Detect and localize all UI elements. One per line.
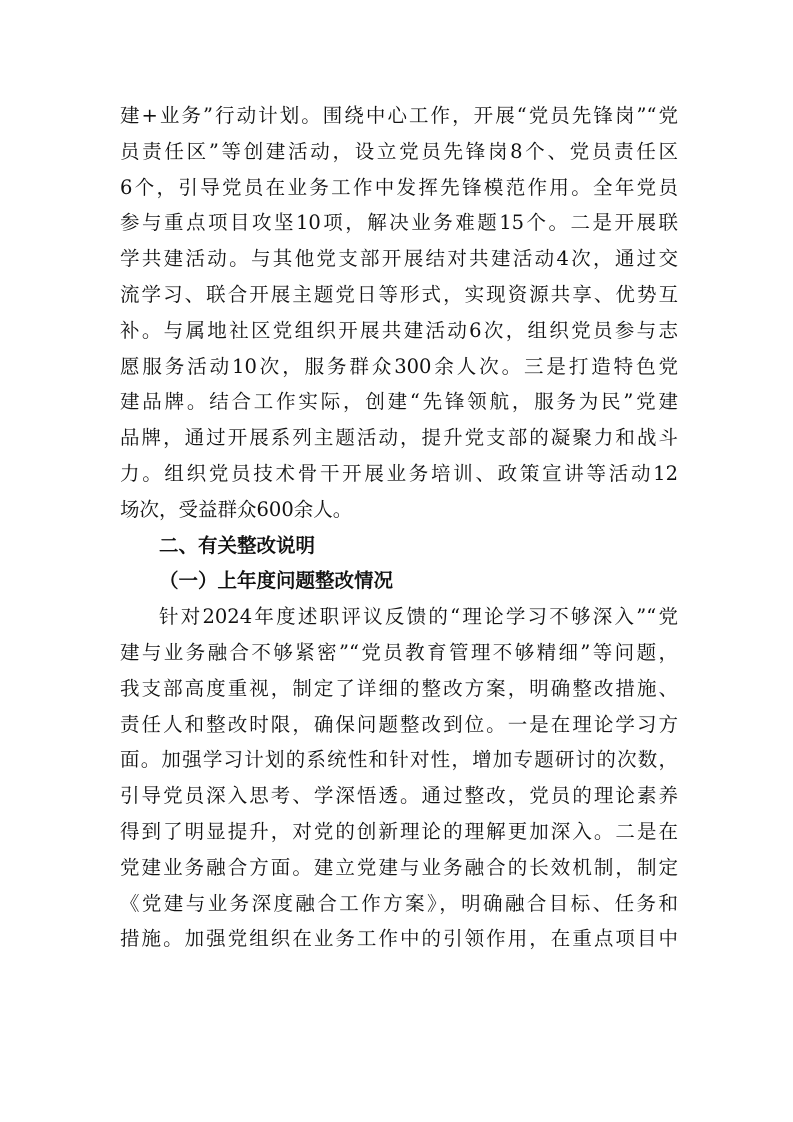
text-line: 面。加强学习计划的系统性和针对性，增加专题研讨的次数， [120, 748, 678, 772]
text-line: 得到了明显提升，对党的创新理论的理解更加深入。二是在 [120, 819, 678, 843]
text-line: 建+业务”行动计划。围绕中心工作，开展“党员先锋岗”“党 [120, 104, 678, 127]
text-line: 《党建与业务深度融合工作方案》，明确融合目标、任务和 [120, 891, 678, 915]
paragraph-rectification [120, 599, 678, 957]
text-line: 员责任区”等创建活动，设立党员先锋岗8个、党员责任区 [120, 139, 678, 163]
text-line: 参与重点项目攻坚10项，解决业务难题15个。二是开展联 [120, 211, 678, 235]
document-body [120, 98, 678, 957]
text-line: 针对2024年度述职评议反馈的“理论学习不够深入”“党 [159, 605, 678, 629]
text-line: 我支部高度重视，制定了详细的整改方案，明确整改措施、 [120, 676, 678, 700]
text-line: 学共建活动。与其他党支部开展结对共建活动4次，通过交 [120, 247, 678, 271]
text-line: 补。与属地社区党组织开展共建活动6次，组织党员参与志 [120, 318, 678, 342]
text-line: 责任人和整改时限，确保问题整改到位。一是在理论学习方 [120, 712, 678, 736]
text-line: 党建业务融合方面。建立党建与业务融合的长效机制，制定 [120, 855, 678, 879]
section-heading: 二、有关整改说明 [159, 533, 316, 557]
text-line: 流学习、联合开展主题党日等形式，实现资源共享、优势互 [120, 282, 678, 306]
subsection-heading: （一）上年度问题整改情况 [159, 569, 394, 593]
text-line: 引导党员深入思考、学深悟透。通过整改，党员的理论素养 [120, 784, 678, 808]
text-line: 建品牌。结合工作实际，创建“先锋领航，服务为民”党建 [120, 390, 678, 414]
text-line: 力。组织党员技术骨干开展业务培训、政策宣讲等活动12 [120, 461, 678, 485]
text-line: 场次，受益群众600余人。 [120, 497, 353, 521]
text-line: 建与业务融合不够紧密”“党员教育管理不够精细”等问题， [120, 640, 678, 664]
text-line: 6个，引导党员在业务工作中发挥先锋模范作用。全年党员 [120, 175, 678, 199]
paragraph-party-building [120, 98, 678, 528]
text-line: 愿服务活动10次，服务群众300余人次。三是打造特色党 [120, 354, 678, 378]
text-line: 品牌，通过开展系列主题活动，提升党支部的凝聚力和战斗 [120, 426, 678, 450]
text-line: 措施。加强党组织在业务工作中的引领作用，在重点项目中 [120, 927, 678, 951]
